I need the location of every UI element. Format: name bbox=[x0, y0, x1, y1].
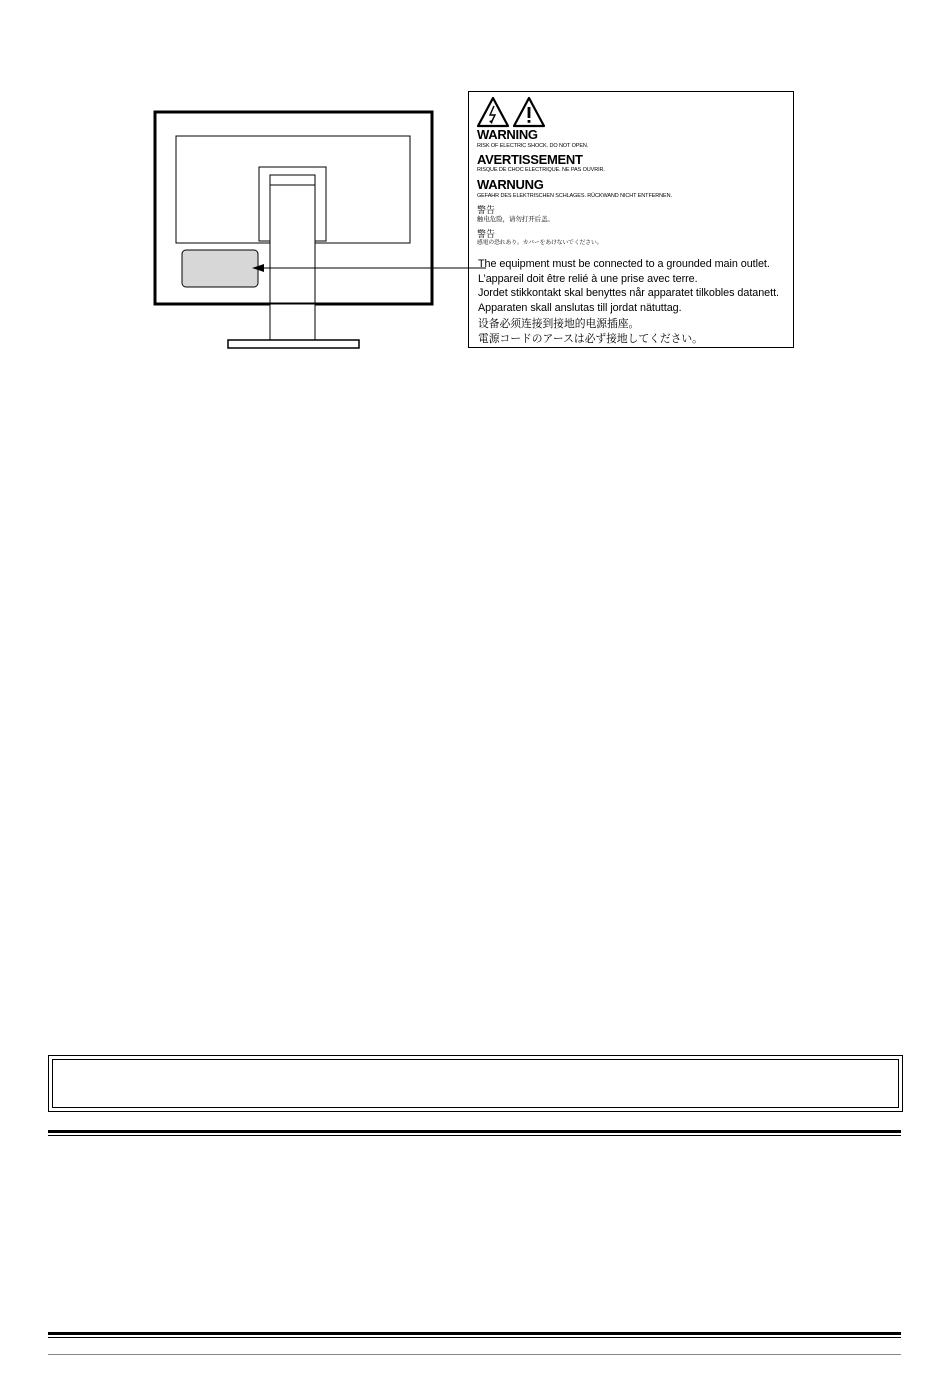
footer-rule bbox=[48, 1354, 901, 1355]
warning-title-en: WARNING bbox=[477, 127, 538, 142]
label-location-marker bbox=[182, 250, 258, 287]
warning-subtitle-zh: 触电危险，请勿打开后盖。 bbox=[477, 216, 554, 223]
ground-line-en: The equipment must be connected to a grounded main outlet. bbox=[478, 258, 770, 270]
caution-icon bbox=[514, 98, 544, 126]
ground-line-zh: 设备必须连接到接地的电源插座。 bbox=[478, 318, 640, 330]
section-rule-bottom-thin bbox=[48, 1337, 901, 1338]
ground-line-fr: L’appareil doit être relié à une prise avec terre. bbox=[478, 273, 698, 285]
warning-subtitle-en: RISK OF ELECTRIC SHOCK. DO NOT OPEN. bbox=[477, 143, 589, 149]
warning-title-de: WARNUNG bbox=[477, 177, 544, 192]
ground-line-sv: Apparaten skall anslutas till jordat nätuttag. bbox=[478, 302, 682, 314]
warning-title-fr: AVERTISSEMENT bbox=[477, 152, 583, 167]
warning-title-ja: 警告 bbox=[477, 229, 496, 239]
warning-subtitle-de: GEFAHR DES ELEKTRISCHEN SCHLAGES. RÜCKWAND NICHT ENTFERNEN. bbox=[477, 193, 672, 199]
warning-icons bbox=[477, 96, 547, 128]
warning-label bbox=[468, 91, 794, 348]
warning-title-zh: 警告 bbox=[477, 205, 496, 215]
warning-subtitle-ja: 感電の恐れあり。カバーをあけないでください。 bbox=[477, 240, 603, 246]
stand-base bbox=[228, 340, 359, 348]
warning-subtitle-fr: RISQUE DE CHOC ELECTRIQUE. NE PAS OUVRIR. bbox=[477, 167, 605, 173]
section-rule-top-thick bbox=[48, 1130, 901, 1133]
notice-box bbox=[48, 1055, 903, 1112]
ground-line-no: Jordet stikkontakt skal benyttes når apparatet tilkobles datanett. bbox=[478, 287, 779, 299]
stand-column bbox=[270, 175, 315, 303]
notice-box-inner bbox=[52, 1059, 899, 1108]
stand-neck bbox=[270, 304, 315, 340]
ground-line-ja: 電源コードのアースは必ず接地してください。 bbox=[478, 333, 703, 345]
section-rule-bottom-thick bbox=[48, 1332, 901, 1335]
electric-shock-icon bbox=[478, 98, 508, 126]
section-rule-top-thin bbox=[48, 1135, 901, 1136]
